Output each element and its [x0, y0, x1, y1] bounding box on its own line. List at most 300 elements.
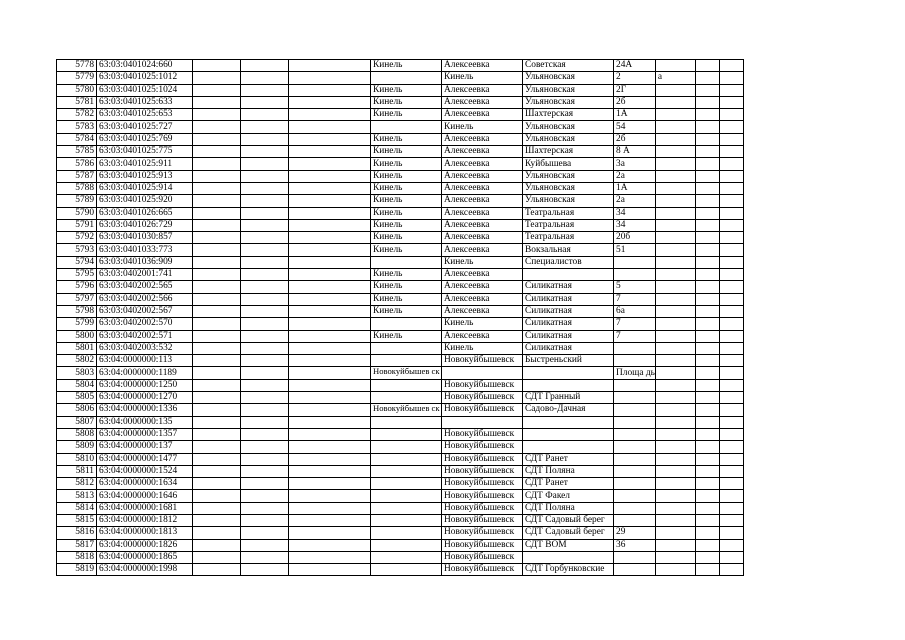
locality-cell: Алексеевка — [442, 219, 523, 231]
empty-cell — [695, 478, 719, 490]
empty-cell — [719, 539, 743, 551]
cadastral-number: 63:03:0401025:1012 — [97, 72, 193, 84]
row-number: 5797 — [57, 293, 97, 305]
locality-cell — [442, 367, 523, 379]
row-number: 5784 — [57, 133, 97, 145]
table-row — [57, 564, 744, 576]
street-cell: Шахтерская — [523, 146, 614, 158]
row-number: 5802 — [57, 355, 97, 367]
table-row — [57, 195, 744, 207]
empty-cell — [695, 84, 719, 96]
empty-cell — [719, 121, 743, 133]
street-cell: Шахтерская — [523, 109, 614, 121]
street-cell: Ульяновская — [523, 195, 614, 207]
cadastral-number: 63:03:0402002:565 — [97, 281, 193, 293]
district-cell: Кинель — [371, 281, 442, 293]
street-cell: Специалистов — [523, 256, 614, 268]
empty-cell — [193, 416, 241, 428]
letter-cell — [655, 379, 695, 391]
street-cell — [523, 416, 614, 428]
letter-cell — [655, 404, 695, 416]
empty-cell — [719, 244, 743, 256]
district-cell: Кинель — [371, 182, 442, 194]
cadastral-number: 63:03:0402002:570 — [97, 318, 193, 330]
table-row — [57, 84, 744, 96]
table-row — [57, 293, 744, 305]
empty-cell — [241, 244, 289, 256]
empty-cell — [193, 342, 241, 354]
row-number: 5818 — [57, 551, 97, 563]
letter-cell — [655, 170, 695, 182]
empty-cell — [719, 330, 743, 342]
table-row — [57, 404, 744, 416]
empty-cell — [193, 478, 241, 490]
cadastral-number: 63:04:0000000:1813 — [97, 527, 193, 539]
empty-cell — [193, 318, 241, 330]
locality-cell: Алексеевка — [442, 305, 523, 317]
empty-cell — [695, 146, 719, 158]
empty-cell — [193, 219, 241, 231]
locality-cell: Кинель — [442, 72, 523, 84]
letter-cell — [655, 342, 695, 354]
letter-cell — [655, 416, 695, 428]
locality-cell: Новокуйбышевск — [442, 428, 523, 440]
row-number: 5801 — [57, 342, 97, 354]
district-cell: Кинель — [371, 330, 442, 342]
empty-cell — [193, 404, 241, 416]
letter-cell — [655, 318, 695, 330]
empty-cell — [695, 342, 719, 354]
row-number: 5796 — [57, 281, 97, 293]
row-number: 5805 — [57, 392, 97, 404]
empty-cell — [695, 170, 719, 182]
empty-cell — [719, 318, 743, 330]
house-cell — [614, 453, 656, 465]
empty-cell — [719, 219, 743, 231]
letter-cell — [655, 551, 695, 563]
empty-cell — [719, 490, 743, 502]
row-number: 5808 — [57, 428, 97, 440]
empty-cell — [241, 502, 289, 514]
empty-cell — [289, 514, 371, 526]
empty-cell — [719, 428, 743, 440]
cadastral-number: 63:03:0402002:567 — [97, 305, 193, 317]
table-row — [57, 392, 744, 404]
table-row — [57, 72, 744, 84]
house-cell: 1А — [614, 182, 656, 194]
district-cell: Кинель — [371, 84, 442, 96]
house-cell — [614, 416, 656, 428]
district-cell: Кинель — [371, 195, 442, 207]
empty-cell — [695, 465, 719, 477]
street-cell: Ульяновская — [523, 133, 614, 145]
cadastral-number: 63:03:0401025:769 — [97, 133, 193, 145]
table-row — [57, 490, 744, 502]
table-row — [57, 379, 744, 391]
empty-cell — [289, 416, 371, 428]
empty-cell — [719, 170, 743, 182]
empty-cell — [193, 72, 241, 84]
empty-cell — [719, 207, 743, 219]
district-cell: Кинель — [371, 232, 442, 244]
house-cell: 34 — [614, 219, 656, 231]
empty-cell — [241, 207, 289, 219]
letter-cell: а — [655, 72, 695, 84]
locality-cell: Алексеевка — [442, 60, 523, 72]
letter-cell — [655, 84, 695, 96]
empty-cell — [193, 527, 241, 539]
house-cell: 1А — [614, 109, 656, 121]
district-cell — [371, 514, 442, 526]
house-cell: 7 — [614, 293, 656, 305]
house-cell: 51 — [614, 244, 656, 256]
street-cell: Театральная — [523, 207, 614, 219]
empty-cell — [719, 158, 743, 170]
house-cell: 34 — [614, 207, 656, 219]
empty-cell — [695, 404, 719, 416]
locality-cell: Кинель — [442, 318, 523, 330]
empty-cell — [289, 564, 371, 576]
empty-cell — [241, 318, 289, 330]
letter-cell — [655, 478, 695, 490]
empty-cell — [193, 281, 241, 293]
street-cell: Ульяновская — [523, 121, 614, 133]
empty-cell — [695, 96, 719, 108]
empty-cell — [695, 564, 719, 576]
empty-cell — [719, 441, 743, 453]
row-number: 5779 — [57, 72, 97, 84]
empty-cell — [695, 133, 719, 145]
empty-cell — [193, 392, 241, 404]
house-cell: 2б — [614, 133, 656, 145]
cadastral-number: 63:04:0000000:1998 — [97, 564, 193, 576]
district-cell — [371, 478, 442, 490]
empty-cell — [719, 256, 743, 268]
row-number: 5781 — [57, 96, 97, 108]
empty-cell — [289, 269, 371, 281]
empty-cell — [695, 293, 719, 305]
empty-cell — [193, 121, 241, 133]
cadastral-number: 63:03:0401025:913 — [97, 170, 193, 182]
row-number: 5787 — [57, 170, 97, 182]
empty-cell — [695, 60, 719, 72]
street-cell — [523, 551, 614, 563]
empty-cell — [695, 355, 719, 367]
table-row — [57, 170, 744, 182]
house-cell — [614, 514, 656, 526]
empty-cell — [241, 182, 289, 194]
cadastral-number: 63:03:0401026:729 — [97, 219, 193, 231]
empty-cell — [241, 392, 289, 404]
empty-cell — [289, 355, 371, 367]
table-row — [57, 305, 744, 317]
cadastral-number: 63:03:0402002:566 — [97, 293, 193, 305]
table-row — [57, 133, 744, 145]
empty-cell — [241, 121, 289, 133]
empty-cell — [241, 281, 289, 293]
street-cell: Ульяновская — [523, 84, 614, 96]
table-row — [57, 527, 744, 539]
empty-cell — [241, 232, 289, 244]
street-cell: Силикатная — [523, 293, 614, 305]
empty-cell — [695, 367, 719, 379]
cadastral-number: 63:04:0000000:1270 — [97, 392, 193, 404]
empty-cell — [695, 109, 719, 121]
empty-cell — [241, 293, 289, 305]
cadastral-number: 63:04:0000000:1357 — [97, 428, 193, 440]
empty-cell — [241, 133, 289, 145]
locality-cell: Кинель — [442, 342, 523, 354]
empty-cell — [241, 478, 289, 490]
empty-cell — [241, 219, 289, 231]
table-row — [57, 502, 744, 514]
empty-cell — [193, 207, 241, 219]
row-number: 5778 — [57, 60, 97, 72]
row-number: 5786 — [57, 158, 97, 170]
empty-cell — [695, 428, 719, 440]
district-cell — [371, 318, 442, 330]
empty-cell — [241, 158, 289, 170]
empty-cell — [193, 305, 241, 317]
cadastral-number: 63:03:0401030:857 — [97, 232, 193, 244]
street-cell: Быстреньский — [523, 355, 614, 367]
cadastral-number: 63:03:0401026:665 — [97, 207, 193, 219]
house-cell: 8 А — [614, 146, 656, 158]
empty-cell — [719, 527, 743, 539]
empty-cell — [719, 293, 743, 305]
letter-cell — [655, 453, 695, 465]
street-cell: Театральная — [523, 219, 614, 231]
empty-cell — [193, 182, 241, 194]
row-number: 5815 — [57, 514, 97, 526]
empty-cell — [695, 195, 719, 207]
empty-cell — [289, 293, 371, 305]
letter-cell — [655, 527, 695, 539]
table-row — [57, 60, 744, 72]
empty-cell — [289, 84, 371, 96]
table-row — [57, 441, 744, 453]
empty-cell — [289, 539, 371, 551]
letter-cell — [655, 182, 695, 194]
district-cell — [371, 453, 442, 465]
empty-cell — [719, 72, 743, 84]
empty-cell — [695, 121, 719, 133]
row-number: 5791 — [57, 219, 97, 231]
cadastral-number: 63:03:0401024:660 — [97, 60, 193, 72]
letter-cell — [655, 60, 695, 72]
table-row — [57, 146, 744, 158]
house-cell — [614, 564, 656, 576]
letter-cell — [655, 441, 695, 453]
empty-cell — [695, 490, 719, 502]
empty-cell — [193, 539, 241, 551]
house-cell: 2а — [614, 170, 656, 182]
locality-cell: Алексеевка — [442, 146, 523, 158]
district-cell: Кинель — [371, 146, 442, 158]
empty-cell — [719, 502, 743, 514]
house-cell: 3а — [614, 158, 656, 170]
table-row — [57, 219, 744, 231]
district-cell: Кинель — [371, 305, 442, 317]
letter-cell — [655, 293, 695, 305]
empty-cell — [289, 367, 371, 379]
empty-cell — [289, 232, 371, 244]
locality-cell: Новокуйбышевск — [442, 453, 523, 465]
letter-cell — [655, 207, 695, 219]
empty-cell — [289, 428, 371, 440]
cadastral-number: 63:03:0401033:773 — [97, 244, 193, 256]
row-number: 5800 — [57, 330, 97, 342]
street-cell: Силикатная — [523, 318, 614, 330]
row-number: 5810 — [57, 453, 97, 465]
street-cell: Силикатная — [523, 342, 614, 354]
empty-cell — [289, 133, 371, 145]
district-cell — [371, 392, 442, 404]
house-cell: 24А — [614, 60, 656, 72]
empty-cell — [193, 367, 241, 379]
street-cell: СДТ Поляна — [523, 465, 614, 477]
table-row — [57, 318, 744, 330]
empty-cell — [193, 502, 241, 514]
empty-cell — [289, 182, 371, 194]
empty-cell — [193, 256, 241, 268]
empty-cell — [289, 305, 371, 317]
house-cell — [614, 502, 656, 514]
district-cell: Кинель — [371, 170, 442, 182]
house-cell — [614, 269, 656, 281]
street-cell: СДТ Садовый берег — [523, 527, 614, 539]
street-cell: Куйбышева — [523, 158, 614, 170]
empty-cell — [193, 453, 241, 465]
house-cell: 7 — [614, 318, 656, 330]
letter-cell — [655, 514, 695, 526]
district-cell — [371, 465, 442, 477]
empty-cell — [289, 72, 371, 84]
locality-cell: Алексеевка — [442, 293, 523, 305]
empty-cell — [695, 527, 719, 539]
district-cell — [371, 342, 442, 354]
cadastral-number: 63:03:0401025:914 — [97, 182, 193, 194]
empty-cell — [719, 60, 743, 72]
locality-cell: Алексеевка — [442, 281, 523, 293]
cadastral-number: 63:03:0401025:920 — [97, 195, 193, 207]
cadastral-registry-table — [56, 59, 744, 576]
empty-cell — [695, 551, 719, 563]
empty-cell — [719, 305, 743, 317]
empty-cell — [289, 478, 371, 490]
letter-cell — [655, 269, 695, 281]
empty-cell — [695, 379, 719, 391]
empty-cell — [241, 514, 289, 526]
locality-cell: Алексеевка — [442, 232, 523, 244]
house-cell — [614, 428, 656, 440]
district-cell — [371, 355, 442, 367]
row-number: 5806 — [57, 404, 97, 416]
empty-cell — [193, 269, 241, 281]
empty-cell — [289, 441, 371, 453]
empty-cell — [719, 182, 743, 194]
empty-cell — [695, 182, 719, 194]
empty-cell — [241, 428, 289, 440]
empty-cell — [193, 330, 241, 342]
table-row — [57, 539, 744, 551]
letter-cell — [655, 219, 695, 231]
empty-cell — [241, 305, 289, 317]
table-row — [57, 281, 744, 293]
empty-cell — [719, 269, 743, 281]
cadastral-number: 63:03:0402002:571 — [97, 330, 193, 342]
letter-cell — [655, 232, 695, 244]
cadastral-number: 63:04:0000000:135 — [97, 416, 193, 428]
empty-cell — [241, 404, 289, 416]
locality-cell: Новокуйбышевск — [442, 551, 523, 563]
empty-cell — [289, 207, 371, 219]
street-cell: Ульяновская — [523, 72, 614, 84]
district-cell: Кинель — [371, 219, 442, 231]
empty-cell — [241, 539, 289, 551]
house-cell: 2 — [614, 72, 656, 84]
empty-cell — [719, 84, 743, 96]
empty-cell — [241, 564, 289, 576]
letter-cell — [655, 539, 695, 551]
letter-cell — [655, 146, 695, 158]
empty-cell — [193, 465, 241, 477]
empty-cell — [695, 244, 719, 256]
empty-cell — [695, 158, 719, 170]
locality-cell: Алексеевка — [442, 330, 523, 342]
district-cell — [371, 379, 442, 391]
street-cell: Силикатная — [523, 330, 614, 342]
row-number: 5817 — [57, 539, 97, 551]
cadastral-number: 63:04:0000000:1250 — [97, 379, 193, 391]
empty-cell — [289, 318, 371, 330]
house-cell — [614, 404, 656, 416]
table-row — [57, 478, 744, 490]
street-cell — [523, 269, 614, 281]
street-cell — [523, 379, 614, 391]
row-number: 5780 — [57, 84, 97, 96]
locality-cell: Новокуйбышевск — [442, 502, 523, 514]
letter-cell — [655, 490, 695, 502]
table-row — [57, 256, 744, 268]
table-row — [57, 244, 744, 256]
locality-cell: Новокуйбышевск — [442, 490, 523, 502]
empty-cell — [695, 416, 719, 428]
district-cell — [371, 256, 442, 268]
letter-cell — [655, 330, 695, 342]
row-number: 5793 — [57, 244, 97, 256]
locality-cell: Алексеевка — [442, 170, 523, 182]
empty-cell — [241, 465, 289, 477]
street-cell: СДТ Горбунковские — [523, 564, 614, 576]
locality-cell: Алексеевка — [442, 207, 523, 219]
empty-cell — [695, 269, 719, 281]
empty-cell — [241, 490, 289, 502]
table-row — [57, 207, 744, 219]
table-row — [57, 465, 744, 477]
empty-cell — [193, 170, 241, 182]
district-cell: Кинель — [371, 207, 442, 219]
house-cell — [614, 256, 656, 268]
empty-cell — [193, 551, 241, 563]
row-number: 5812 — [57, 478, 97, 490]
empty-cell — [695, 441, 719, 453]
letter-cell — [655, 465, 695, 477]
row-number: 5792 — [57, 232, 97, 244]
street-cell: СДТ ВОМ — [523, 539, 614, 551]
empty-cell — [289, 170, 371, 182]
cadastral-number: 63:03:0401025:1024 — [97, 84, 193, 96]
